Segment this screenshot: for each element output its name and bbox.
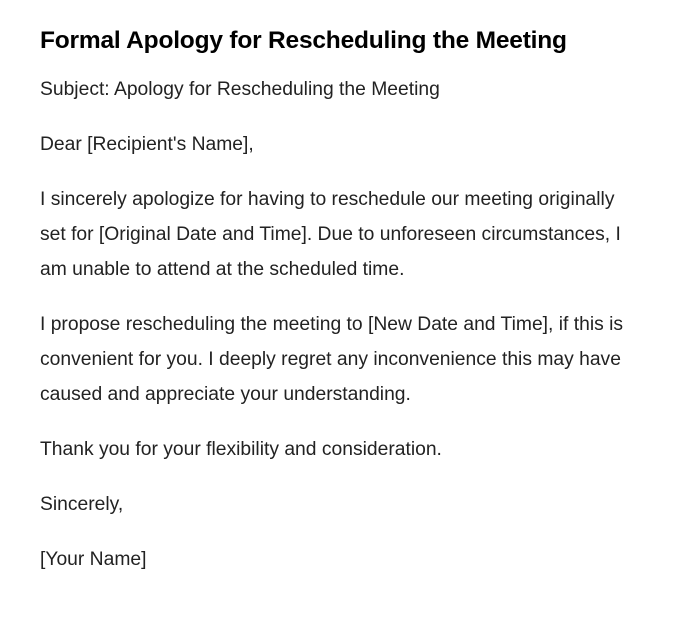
body-paragraph-proposal: I propose rescheduling the meeting to [New Date and Time], if this is convenient for you. I deeply regret any inconvenience this may have caused and appreciate your understanding. (40, 314, 624, 405)
sign-off: Sincerely, (40, 494, 124, 515)
salutation: Dear [Recipient's Name], (40, 134, 254, 155)
subject-line: Subject: Apology for Rescheduling the Meeting (40, 79, 440, 100)
signature-placeholder: [Your Name] (40, 549, 147, 570)
document-title: Formal Apology for Rescheduling the Meeting (40, 27, 567, 54)
body-paragraph-apology: I sincerely apologize for having to reschedule our meeting originally set for [Original Date and Time]. Due to unforeseen circumstances, I am unable to attend at the scheduled time. (40, 189, 621, 280)
closing-line: Thank you for your flexibility and consideration. (40, 439, 442, 460)
